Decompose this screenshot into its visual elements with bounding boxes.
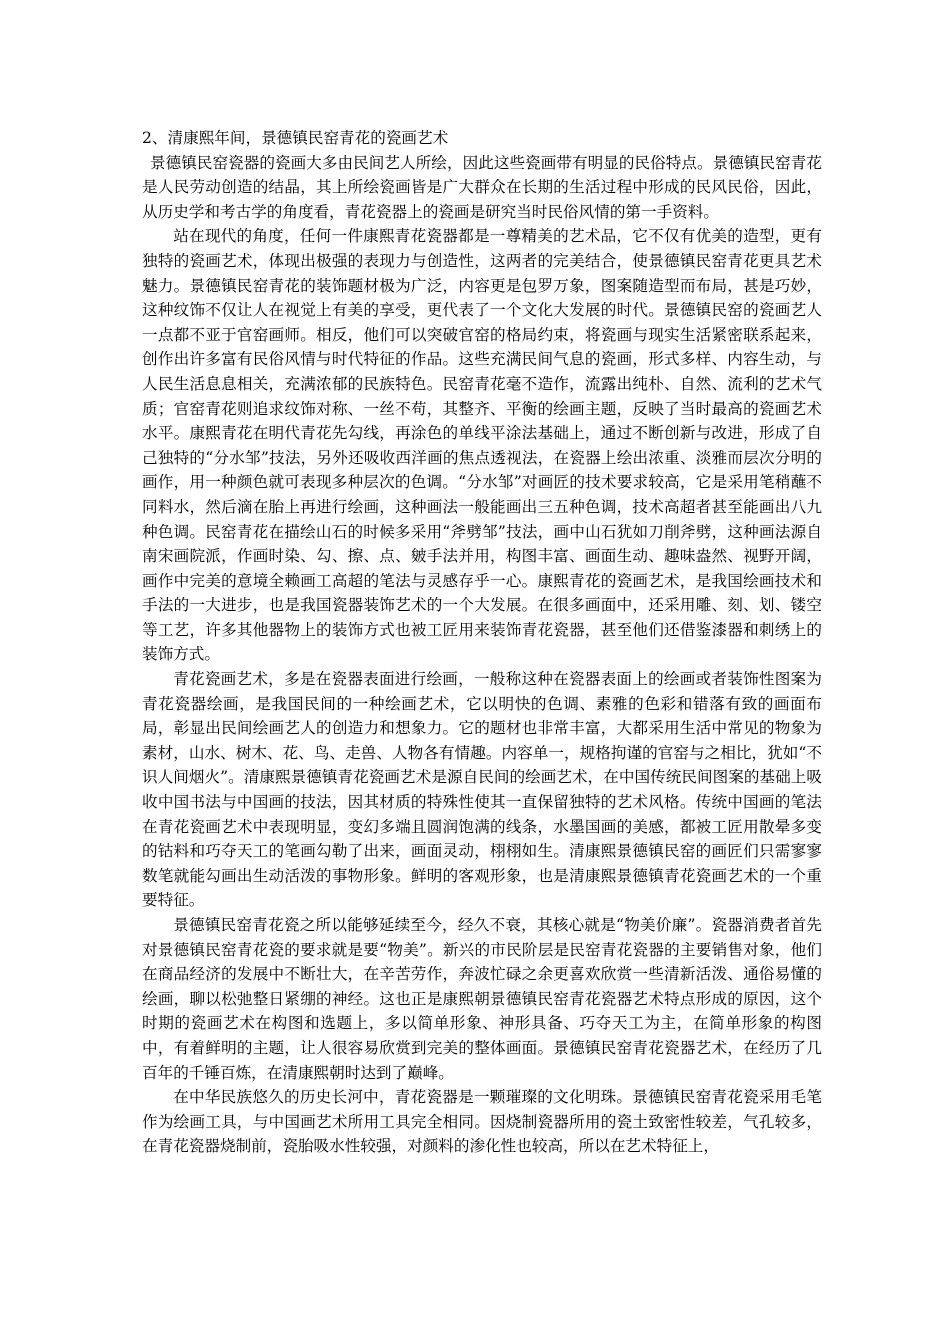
- paragraph-4: 景德镇民窑青花瓷之所以能够延续至今，经久不衰，其核心就是“物美价廉”。瓷器消费者首先对景德镇民窑青花瓷的要求就是要“物美”。新兴的市民阶层是民窑青花瓷器的主要销售对象，他们在商品经济的发展中不断壮大，在辛苦劳作，奔波忙碌之余更喜欢欣赏一些清新活泼、通俗易懂的绘画，聊以松弛整日紧绷的神经。这也正是康熙朝景德镇民窑青花瓷器艺术特点形成的原因，这个时期的瓷画艺术在构图和选题上，多以简单形象、神形具备、巧夺天工为主，在简单形象的构图中，有着鲜明的主题，让人很容易欣赏到完美的整体画面。景德镇民窑青花瓷器艺术，在经历了几百年的千锤百炼，在清康熙朝时达到了巅峰。: [142, 916, 822, 1082]
- paragraph-1: 景德镇民窑瓷器的瓷画大多由民间艺人所绘，因此这些瓷画带有明显的民俗特点。景德镇民窑青花是人民劳动创造的结晶，其上所绘瓷画皆是广大群众在长期的生活过程中形成的民风民俗，因此，从历史学和考古学的角度看，青花瓷器上的瓷画是研究当时民俗风情的第一手资料。: [142, 153, 822, 221]
- paragraph-3: 青花瓷画艺术，多是在瓷器表面进行绘画，一般称这种在瓷器表面上的绘画或者装饰性图案为青花瓷器绘画，是我国民间的一种绘画艺术，它以明快的色调、素雅的色彩和错落有致的画面布局，彰显出民间绘画艺人的创造力和想象力。它的题材也非常丰富，大都采用生活中常见的物象为素材，山水、树木、花、鸟、走兽、人物各有情趣。内容单一，规格拘谨的官窑与之相比，犹如“不识人间烟火”。清康熙景德镇青花瓷画艺术是源自民间的绘画艺术，在中国传统民间图案的基础上吸收中国书法与中国画的技法，因其材质的特殊性使其一直保留独特的艺术风格。传统中国画的笔法在青花瓷画艺术中表现明显，变幻多端且圆润饱满的线条，水墨国画的美感，都被工匠用散晕多变的钴料和巧夺天工的笔画勾勒了出来，画面灵动，栩栩如生。清康熙景德镇民窑的画匠们只需寥寥数笔就能勾画出生动活泼的事物形象。鲜明的客观形象，也是清康熙景德镇青花瓷画艺术的一个重要特征。: [142, 670, 822, 910]
- document-body: [142, 126, 822, 1159]
- paragraph-5: 在中华民族悠久的历史长河中，青花瓷器是一颗璀璨的文化明珠。景德镇民窑青花瓷采用毛笔作为绘画工具，与中国画艺术所用工具完全相同。因烧制瓷器所用的瓷土致密性较差，气孔较多，在青花瓷器烧制前，瓷胎吸水性较强，对颜料的渗化性也较高，所以在艺术特征上，: [142, 1088, 822, 1156]
- section-heading: 2、清康熙年间，景德镇民窑青花的瓷画艺术: [142, 129, 449, 147]
- paragraph-2: 站在现代的角度，任何一件康熙青花瓷器都是一尊精美的艺术品，它不仅有优美的造型，更有独特的瓷画艺术，体现出极强的表现力与创造性，这两者的完美结合，使景德镇民窑青花更具艺术魅力。景德镇民窑青花的装饰题材极为广泛，内容更是包罗万象，图案随造型而布局，甚是巧妙，这种纹饰不仅让人在视觉上有美的享受，更代表了一个文化大发展的时代。景德镇民窑的瓷画艺人一点都不亚于官窑画师。相反，他们可以突破官窑的格局约束，将瓷画与现实生活紧密联系起来，创作出许多富有民俗风情与时代特征的作品。这些充满民间气息的瓷画，形式多样、内容生动，与人民生活息息相关，充满浓郁的民族特色。民窑青花毫不造作，流露出纯朴、自然、流利的艺术气质；官窑青花则追求纹饰对称、一丝不苟，其整齐、平衡的绘画主题，反映了当时最高的瓷画艺术水平。康熙青花在明代青花先勾线，再涂色的单线平涂法基础上，通过不断创新与改进，形成了自己独特的“分水邹”技法，另外还吸收西洋画的焦点透视法，在瓷器上绘出浓重、淡雅而层次分明的画作，用一种颜色就可表现多种层次的色调。“分水邹”对画匠的技术要求较高，它是采用笔稍蘸不同料水，然后滴在胎上再进行绘画，这种画法一般能画出三五种色调，技术高超者甚至能画出八九种色调。民窑青花在描绘山石的时候多采用“斧劈邹”技法，画中山石犹如刀削斧劈，这种画法源自南宋画院派，作画时染、勾、擦、点、皴手法并用，构图丰富、画面生动、趣味盎然、视野开阔，画作中完美的意境全赖画工高超的笔法与灵感存乎一心。康熙青花的瓷画艺术，是我国绘画技术和手法的一大进步，也是我国瓷器装饰艺术的一个大发展。在很多画面中，还采用雕、刻、划、镂空等工艺，许多其他器物上的装饰方式也被工匠用来装饰青花瓷器，甚至他们还借鉴漆器和刺绣上的装饰方式。: [142, 227, 822, 664]
